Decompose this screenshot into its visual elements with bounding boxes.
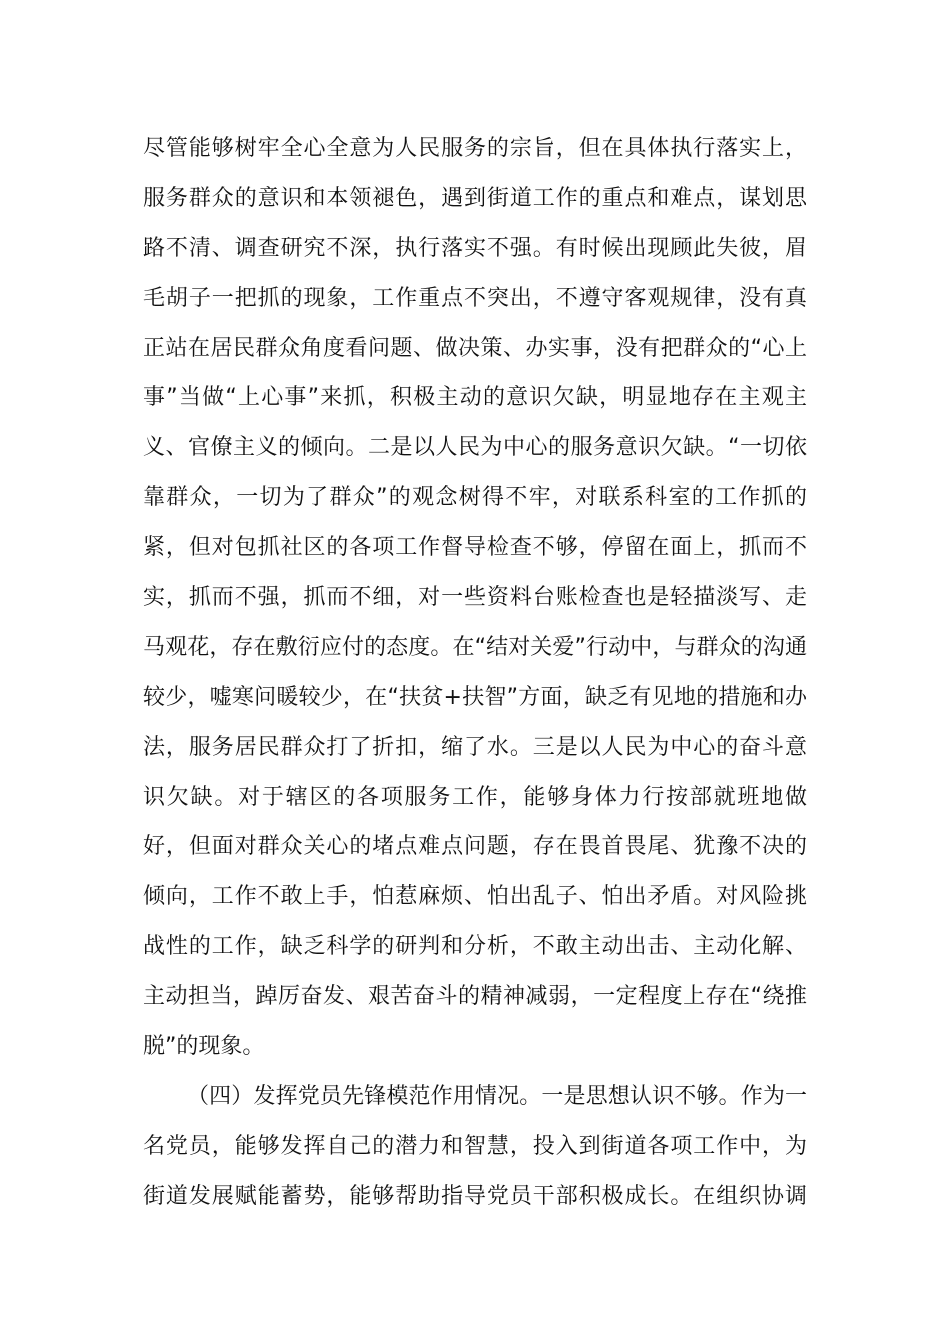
text-line: 毛胡子一把抓的现象，工作重点不突出，不遵守客观规律，没有真 xyxy=(143,285,807,311)
text-line: 靠群众，一切为了群众”的观念树得不牢，对联系科室的工作抓的 xyxy=(143,485,807,511)
text-line: 实，抓而不强，抓而不细，对一些资料台账检查也是轻描淡写、走 xyxy=(143,585,807,611)
text-line: 识欠缺。对于辖区的各项服务工作，能够身体力行按部就班地做 xyxy=(143,784,807,810)
text-line: 法，服务居民群众打了折扣，缩了水。三是以人民为中心的奋斗意 xyxy=(143,734,807,760)
text-line: 好，但面对群众关心的堵点难点问题，存在畏首畏尾、犹豫不决的 xyxy=(143,834,807,860)
text-line: 服务群众的意识和本领褪色，遇到街道工作的重点和难点，谋划思 xyxy=(143,185,807,211)
text-line: 较少，嘘寒问暖较少，在“扶贫+扶智”方面，缺乏有见地的措施和办 xyxy=(143,684,807,710)
text-line: 尽管能够树牢全心全意为人民服务的宗旨，但在具体执行落实上， xyxy=(143,136,807,161)
text-line: 义、官僚主义的倾向。二是以人民为中心的服务意识欠缺。“一切依 xyxy=(143,435,807,461)
text-line: 倾向，工作不敢上手，怕惹麻烦、怕出乱子、怕出矛盾。对风险挑 xyxy=(143,884,807,910)
body-text xyxy=(143,124,807,1222)
text-line: 主动担当，踔厉奋发、艰苦奋斗的精神减弱，一定程度上存在“绕推 xyxy=(143,984,807,1010)
text-line: 名党员，能够发挥自己的潜力和智慧，投入到街道各项工作中，为 xyxy=(143,1133,807,1159)
text-line: 马观花，存在敷衍应付的态度。在“结对关爱”行动中，与群众的沟通 xyxy=(143,634,807,660)
text-line-section-heading: （四）发挥党员先锋模范作用情况。一是思想认识不够。作为一 xyxy=(187,1083,807,1109)
text-line: 战性的工作，缺乏科学的研判和分析，不敢主动出击、主动化解、 xyxy=(143,934,807,960)
text-line: 路不清、调查研究不深，执行落实不强。有时候出现顾此失彼，眉 xyxy=(143,235,807,261)
text-line: 正站在居民群众角度看问题、做决策、办实事，没有把群众的“心上 xyxy=(143,335,807,361)
text-line: 紧，但对包抓社区的各项工作督导检查不够，停留在面上，抓而不 xyxy=(143,535,807,561)
text-line-paragraph-end: 脱”的现象。 xyxy=(143,1034,265,1060)
text-line: 事”当做“上心事”来抓，积极主动的意识欠缺，明显地存在主观主 xyxy=(143,385,807,411)
text-line: 街道发展赋能蓄势，能够帮助指导党员干部积极成长。在组织协调 xyxy=(143,1183,807,1209)
